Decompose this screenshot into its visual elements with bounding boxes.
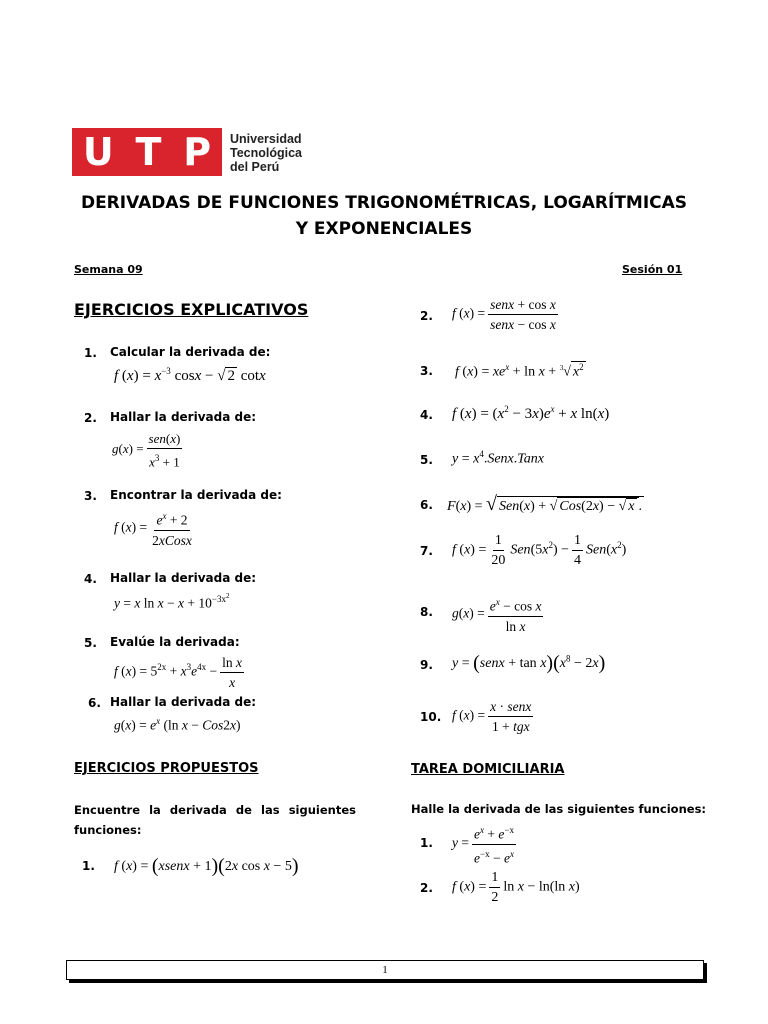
exercise-number: 2. (84, 411, 97, 425)
exercise-number: 3. (420, 364, 433, 378)
formula: g(x) = $\frac{e^x - \cos x}{\text{ln x}}$ (452, 594, 546, 635)
formula: f (x) = $\frac{\text{x · senx}}{\text{1 + tgx}}$ (452, 699, 532, 734)
formula: y = $\frac{e^x + e^{-x}}{e^{-x} - e^x}$ (452, 822, 519, 866)
exercise-number: 8. (420, 605, 433, 619)
exercise-number: 5. (420, 453, 433, 467)
propuestos-intro: Encuentre la derivada de las siguientes funciones: (74, 803, 356, 837)
document-title (40, 190, 728, 242)
utp-logo (72, 128, 304, 176)
logo-letter-p: P (183, 130, 212, 174)
formula: g(x) = $\frac{\text{sen(x)}}{x^3 + 1}$ (112, 431, 181, 470)
section-tarea: TAREA DOMICILIARIA (411, 762, 565, 777)
exercise-label: Evalúe la derivada: (110, 635, 240, 649)
page-number: 1 (382, 964, 388, 976)
exercise-number: 5. (84, 636, 97, 650)
exercise-label: Hallar la derivada de: (110, 571, 257, 585)
formula: $g(x) = e^x$ (ln x − Cos2x) (114, 716, 241, 733)
tarea-intro: Halle la derivada de las siguientes funciones: (411, 802, 707, 816)
exercise-label: Encontrar la derivada de: (110, 488, 282, 502)
formula: y = x $\ln x - x + 10^{-3x^2}$ (114, 592, 230, 611)
formula: f (x) = $\frac{e^x + 2}{\text{2xCosx}}$ (114, 508, 197, 549)
formula: f $(x) = xe^x + \ln x + ^3√$ $x^2$ (455, 362, 584, 380)
exercise-number: 2. (420, 309, 433, 323)
logo-university-name (230, 132, 302, 174)
exercise-label: Hallar la derivada de: (110, 695, 257, 709)
formula: f (x) = $\frac{1}{2}$ ln x − ln(ln x) (452, 870, 580, 905)
exercise-number: 10. (420, 710, 442, 724)
exercise-number: 6. (88, 696, 101, 710)
section-propuestos: EJERCICIOS PROPUESTOS (74, 761, 259, 776)
formula: f $(x) = 5^{2x} + x^3e^{4x}$ − $\frac{\text{ln x}}{x}$ (114, 655, 243, 690)
exercise-number: 7. (420, 544, 433, 558)
logo-letter-t: T (135, 130, 162, 174)
exercise-number: 3. (84, 489, 97, 503)
logo-text-line-1: Universidad (230, 132, 302, 146)
title-line-1: DERIVADAS DE FUNCIONES TRIGONOMÉTRICAS, LOGARÍTMICAS (80, 193, 688, 213)
exercise-number: 9. (420, 658, 433, 672)
formula: y = (senx + $\tan x)(x^8 - 2x)$ (452, 652, 606, 674)
formula: f (x) = $\frac{1}{20}$ $Sen(5x^2)$ − $\frac{1}{4}$ $Sen(x^2)$ (452, 533, 627, 568)
formula: $y = x^4.Senx.Tanx$ (452, 449, 544, 467)
formula: F(x) = √ Sen(x) + √ Cos(2x) − √ x . (447, 493, 643, 515)
sesion-label: Sesión 01 (622, 263, 683, 276)
formula: f $(x) = (x^2 - 3x)e^x + x$ ln(x) (452, 404, 610, 422)
section-explicativos: EJERCICIOS EXPLICATIVOS (74, 300, 309, 319)
exercise-number: 1. (84, 346, 97, 360)
logo-text-line-3: del Perú (230, 160, 280, 174)
exercise-label: Hallar la derivada de: (110, 410, 257, 424)
exercise-number: 6. (420, 498, 433, 512)
exercise-number: 4. (84, 572, 97, 586)
logo-letter-u: U (82, 130, 114, 174)
exercise-number: 1. (82, 859, 95, 873)
exercise-label: Calcular la derivada de: (110, 345, 271, 359)
formula: f (x) = (xsenx + 1)(2x cos x − 5) (114, 855, 299, 877)
footer-box (66, 960, 704, 980)
formula: f (x) = $\frac{\text{senx + cos x}}{\text{senx − cos x}}$ (452, 297, 556, 332)
formula: f $(x) = x^{-3}$ cosx − √ 2 cotx (114, 366, 266, 384)
semana-label: Semana 09 (74, 263, 143, 276)
exercise-number: 2. (420, 881, 433, 895)
exercise-number: 4. (420, 408, 433, 422)
exercise-number: 1. (420, 836, 433, 850)
logo-text-line-2: Tecnológica (230, 146, 303, 160)
title-line-2: Y EXPONENCIALES (295, 219, 473, 239)
logo-block (72, 128, 222, 176)
